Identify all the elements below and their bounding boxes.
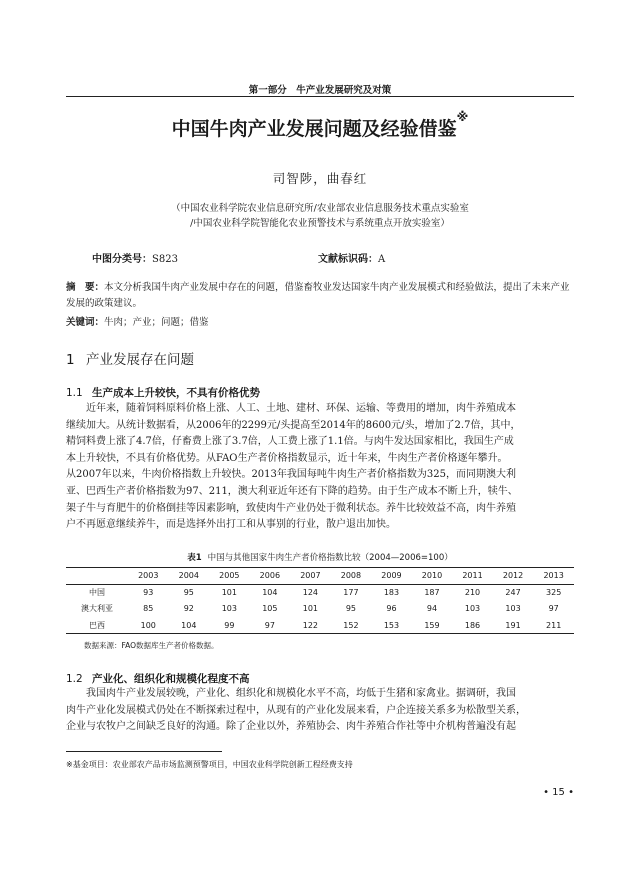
text-line: 从2007年以来，牛肉价格指数上升较快。2013年我国每吨牛肉生产者价格指数为325，而同期澳大利 <box>66 469 516 481</box>
section-number: 1 <box>66 352 75 368</box>
section-heading-1 <box>66 348 194 368</box>
document-code-label: 文献标识码： <box>318 254 378 265</box>
year-header: 2004 <box>178 571 199 581</box>
year-header: 2013 <box>543 571 564 581</box>
subsection-title: 产业化、组织化和规模化程度不高 <box>92 673 250 685</box>
table-cell: 183 <box>383 588 400 597</box>
table-cell: 104 <box>181 620 197 630</box>
affiliation-line-2: /中国农业科学院智能化农业预警技术与系统重点开放实验室） <box>190 218 450 229</box>
paper-title-text: 中国牛肉产业发展问题及经验借鉴 <box>171 118 457 140</box>
table-cell: 105 <box>262 604 278 614</box>
table-cell: 104 <box>262 588 278 597</box>
table-cell: 99 <box>224 620 235 630</box>
year-header: 2011 <box>462 571 483 581</box>
text-line: 精饲料费上涨了4.7倍，仔畜费上涨了3.7倍，人工费上涨了1.1倍。与肉牛发达国家相比，我国生产成 <box>66 436 514 448</box>
table-row <box>66 617 574 634</box>
classification-value: S823 <box>152 254 178 265</box>
keywords <box>66 314 574 328</box>
table-number: 表1 <box>187 553 202 563</box>
text-line: 架子牛与育肥牛的价格倒挂等因素影响，致使肉牛产业仍处于微利状态。养牛比较效益不高，肉牛养殖 <box>66 502 516 514</box>
row-label: 澳大利亚 <box>81 604 113 614</box>
table-cell: 103 <box>505 604 521 614</box>
document-code <box>318 250 385 265</box>
section-title: 产业发展存在问题 <box>86 352 194 368</box>
year-header: 2005 <box>219 571 240 581</box>
table-cell: 153 <box>383 620 400 630</box>
price-index-table <box>66 567 574 634</box>
table-row <box>66 601 574 618</box>
text-line: 继续加大。从统计数据看，从2006年的2299元/头提高至2014年的8600元/头，增加了2.7倍，其中， <box>66 419 521 431</box>
text-line: 户不再愿意继续养牛，而是选择外出打工和从事别的行业，散户退出加快。 <box>66 519 396 531</box>
table-cell: 152 <box>343 620 359 630</box>
table-cell: 92 <box>183 604 194 614</box>
table-header-row <box>66 568 574 585</box>
table-cell: 95 <box>345 604 357 614</box>
paragraph-1-2 <box>66 686 574 736</box>
table-corner-cell <box>66 568 128 585</box>
table-cell: 96 <box>386 604 397 614</box>
table-cell: 122 <box>302 620 319 630</box>
text-line: 亚、巴西生产者价格指数为97、211，澳大利亚近年还有下降的趋势。由于生产成本不断上升，犊牛、 <box>66 485 518 497</box>
year-header: 2008 <box>340 571 362 581</box>
subsection-heading-1-1 <box>66 385 260 400</box>
year-header: 2003 <box>138 571 159 581</box>
subsection-heading-1-2 <box>66 671 250 686</box>
table-cell: 210 <box>464 588 481 597</box>
table-cell: 191 <box>505 620 521 630</box>
page-number: • 15 • <box>543 787 574 798</box>
classification-label: 中图分类号： <box>92 254 152 265</box>
table-caption <box>66 551 574 563</box>
footnote: ※基金项目：农业部农产品市场监测预警项目，中国农业科学院创新工程经费支持 <box>66 760 353 769</box>
abstract-text: 本文分析我国牛肉产业发展中存在的问题，借鉴畜牧业发达国家牛肉产业发展模式和经验做法，提出了未来产业发展的政策建议。 <box>66 282 570 309</box>
text-line: 本上升较快，不具有价格优势。从FAO生产者价格指数显示，近十年来，牛肉生产者价格逐年攀升。 <box>66 452 508 464</box>
table-cell: 103 <box>464 604 481 614</box>
table-cell: 100 <box>140 620 156 630</box>
table-cell: 94 <box>426 604 438 614</box>
year-header: 2006 <box>259 571 281 581</box>
year-header: 2010 <box>421 571 443 581</box>
table-cell: 101 <box>221 588 237 597</box>
subsection-title: 生产成本上升较快，不具有价格优势 <box>92 387 260 399</box>
paper-title <box>66 110 574 141</box>
subsection-number: 1.1 <box>66 387 83 399</box>
abstract-label: 摘 要： <box>66 282 105 293</box>
affiliation-line-1: （中国农业科学院农业信息研究所/农业部农业信息服务技术重点实验室 <box>171 203 469 214</box>
running-header: 第一部分 牛产业发展研究及对策 <box>248 85 392 96</box>
keywords-label: 关键词： <box>66 317 105 328</box>
table-row <box>66 584 574 601</box>
year-header: 2012 <box>502 571 524 581</box>
year-header: 2007 <box>300 571 321 581</box>
footnote-rule <box>66 751 222 752</box>
abstract <box>66 280 574 311</box>
table-cell: 177 <box>343 588 359 597</box>
table-cell: 103 <box>221 604 237 614</box>
table-cell: 85 <box>143 604 154 614</box>
text-line: 近年来，随着饲料原料价格上涨、人工、土地、建材、环保、运输、等费用的增加，肉牛养殖成本 <box>66 403 516 414</box>
text-line: 我国肉牛产业发展较晚，产业化、组织化和规模化水平不高，均低于生猪和家禽业。据调研，我国 <box>66 688 516 699</box>
text-line: 企业与农牧户之间缺乏良好的沟通。除了企业以外，养殖协会、肉牛养殖合作社等中介机构普遍没有起 <box>66 721 516 733</box>
text-line: 肉牛产业化发展模式仍处在不断探索过程中，从现有的产业化发展来看，户企连接关系多为松散型关系， <box>66 704 526 716</box>
table-source-note: 数据来源：FAO数据库生产者价格数据。 <box>84 641 219 650</box>
year-header: 2009 <box>381 571 402 581</box>
table-cell: 159 <box>424 620 440 630</box>
subsection-number: 1.2 <box>66 673 83 685</box>
table-cell: 187 <box>424 588 440 597</box>
table-cell: 97 <box>548 604 559 614</box>
table-cell: 211 <box>546 620 562 630</box>
table-title: 中国与其他国家牛肉生产者价格指数比较（2004—2006=100） <box>207 553 453 563</box>
classification-number <box>92 250 178 265</box>
title-footnote-mark: ※ <box>456 110 469 124</box>
header-rule <box>66 96 574 97</box>
keywords-text: 牛肉；产业；问题；借鉴 <box>104 317 209 328</box>
table-cell: 186 <box>464 620 481 630</box>
table-cell: 247 <box>505 588 521 597</box>
document-code-value: A <box>378 254 386 265</box>
table-cell: 95 <box>183 588 194 597</box>
table-cell: 124 <box>302 588 319 597</box>
table-cell: 93 <box>143 588 154 597</box>
row-label: 巴西 <box>89 620 105 630</box>
authors: 司智陟，曲春红 <box>272 171 368 186</box>
table-cell: 97 <box>264 620 275 630</box>
table-cell: 101 <box>302 604 319 614</box>
paragraph-1-1 <box>66 401 574 534</box>
row-label: 中国 <box>89 588 105 597</box>
table-cell: 325 <box>546 588 562 597</box>
